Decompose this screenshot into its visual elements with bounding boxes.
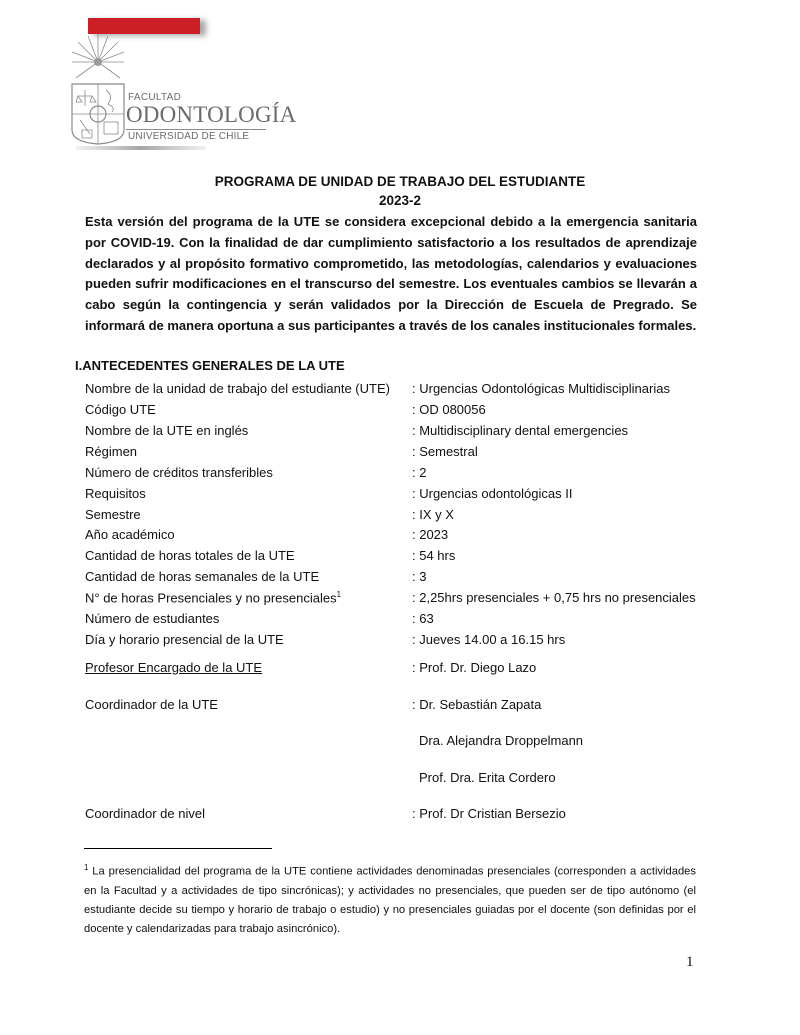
info-value: : Semestral (412, 444, 478, 459)
info-row (85, 569, 705, 589)
info-value: : Multidisciplinary dental emergencies (412, 423, 629, 438)
info-value: : IX y X (412, 507, 454, 522)
info-label: Cantidad de horas semanales de la UTE (85, 569, 320, 584)
info-value: : Prof. Dr. Diego Lazo (412, 660, 537, 675)
info-value: : Prof. Dr Cristian Bersezio (412, 806, 566, 821)
info-value: : Jueves 14.00 a 16.15 hrs (412, 632, 566, 647)
info-value: Prof. Dra. Erita Cordero (419, 770, 556, 785)
info-row (85, 548, 705, 568)
logo-red-bar (88, 18, 200, 34)
intro-paragraph: Esta versión del programa de la UTE se considera excepcional debido a la emergencia sanitaria por COVID-19. Con la finalidad de dar cumplimiento satisfactorio a los resultados de aprendizaje declarados y al propósito formativo comprometido, las metodologías, calendarios y evaluaciones pueden sufrir modificaciones en el transcurso del semestre. Los eventuales cambios se llevarán a cabo según la contingencia y serán validados por la Dirección de Escuela de Pregrado. Se informará de manera oportuna a sus participantes a través de los canales institucionales formales. (85, 214, 697, 333)
info-label: Cantidad de horas totales de la UTE (85, 548, 295, 563)
info-value: : 2,25hrs presenciales + 0,75 hrs no presenciales (412, 590, 696, 605)
info-value: : Urgencias Odontológicas Multidisciplinarias (412, 381, 670, 396)
info-label: Nombre de la unidad de trabajo del estudiante (UTE) (85, 381, 390, 396)
info-value: : 2023 (412, 527, 449, 542)
footnote-marker: 1 (84, 863, 89, 872)
info-value: : OD 080056 (412, 402, 486, 417)
info-label (85, 590, 341, 605)
info-label: Requisitos (85, 486, 146, 501)
footnote-separator (84, 848, 272, 849)
info-label: Nombre de la UTE en inglés (85, 423, 249, 438)
info-label: Número de créditos transferibles (85, 465, 273, 480)
info-value: Dra. Alejandra Droppelmann (419, 733, 584, 748)
info-label: Coordinador de la UTE (85, 697, 218, 712)
info-row (85, 507, 705, 527)
info-label: Número de estudiantes (85, 611, 220, 626)
info-row (85, 527, 705, 547)
info-value: : 63 (412, 611, 434, 626)
footnote-text: La presencialidad del programa de la UTE contiene actividades denominadas presenciales (corresponden a actividades en la Facultad y a actividades de tipo sincrónicas); y actividades no presenciales, que pueden ser de tipo autónomo (el estudiante decide su tiempo y horario de trabajo o estudio) y no presenciales guiadas por el docente (son definidas por el docente y calendarizadas para trabajo asincrónico). (84, 865, 696, 935)
info-value: : 3 (412, 569, 427, 584)
info-label: Año académico (85, 527, 175, 542)
info-label: Día y horario presencial de la UTE (85, 632, 284, 647)
info-value: : 54 hrs (412, 548, 456, 563)
info-label-text: N° de horas Presenciales y no presenciales (85, 590, 337, 606)
logo-line-faculty: FACULTAD (128, 92, 182, 103)
info-value: : 2 (412, 465, 427, 480)
section-heading: I.ANTECEDENTES GENERALES DE LA UTE (75, 358, 345, 373)
info-row (85, 402, 705, 422)
logo-shadow (76, 146, 206, 150)
page-number: 1 (686, 954, 694, 970)
info-row (85, 444, 705, 464)
info-label: Profesor Encargado de la UTE (85, 660, 263, 675)
info-row (85, 465, 705, 485)
info-row (85, 733, 705, 753)
page-period: 2023-2 (378, 193, 422, 208)
faculty-logo (68, 16, 297, 156)
info-row (85, 423, 705, 443)
info-row (85, 770, 705, 790)
university-crest-icon (68, 34, 128, 146)
info-row (85, 381, 705, 401)
info-label: Coordinador de nivel (85, 806, 205, 821)
info-row (85, 660, 705, 680)
logo-line-odontologia: ODONTOLOGÍA (126, 102, 297, 127)
info-row (85, 697, 705, 717)
info-row (85, 806, 705, 826)
info-value: : Dr. Sebastián Zapata (412, 697, 542, 712)
page-title: PROGRAMA DE UNIDAD DE TRABAJO DEL ESTUDIANTE (214, 174, 586, 189)
info-label: Régimen (85, 444, 138, 459)
info-row (85, 632, 705, 652)
info-row (85, 611, 705, 631)
footnote-ref[interactable]: 1 (336, 590, 342, 599)
logo-line-university: UNIVERSIDAD DE CHILE (128, 131, 250, 142)
info-label: Código UTE (85, 402, 156, 417)
logo-divider (126, 129, 266, 130)
info-value: : Urgencias odontológicas II (412, 486, 573, 501)
footnote (84, 858, 696, 939)
info-row (85, 486, 705, 506)
info-row (85, 590, 705, 610)
info-label: Semestre (85, 507, 141, 522)
